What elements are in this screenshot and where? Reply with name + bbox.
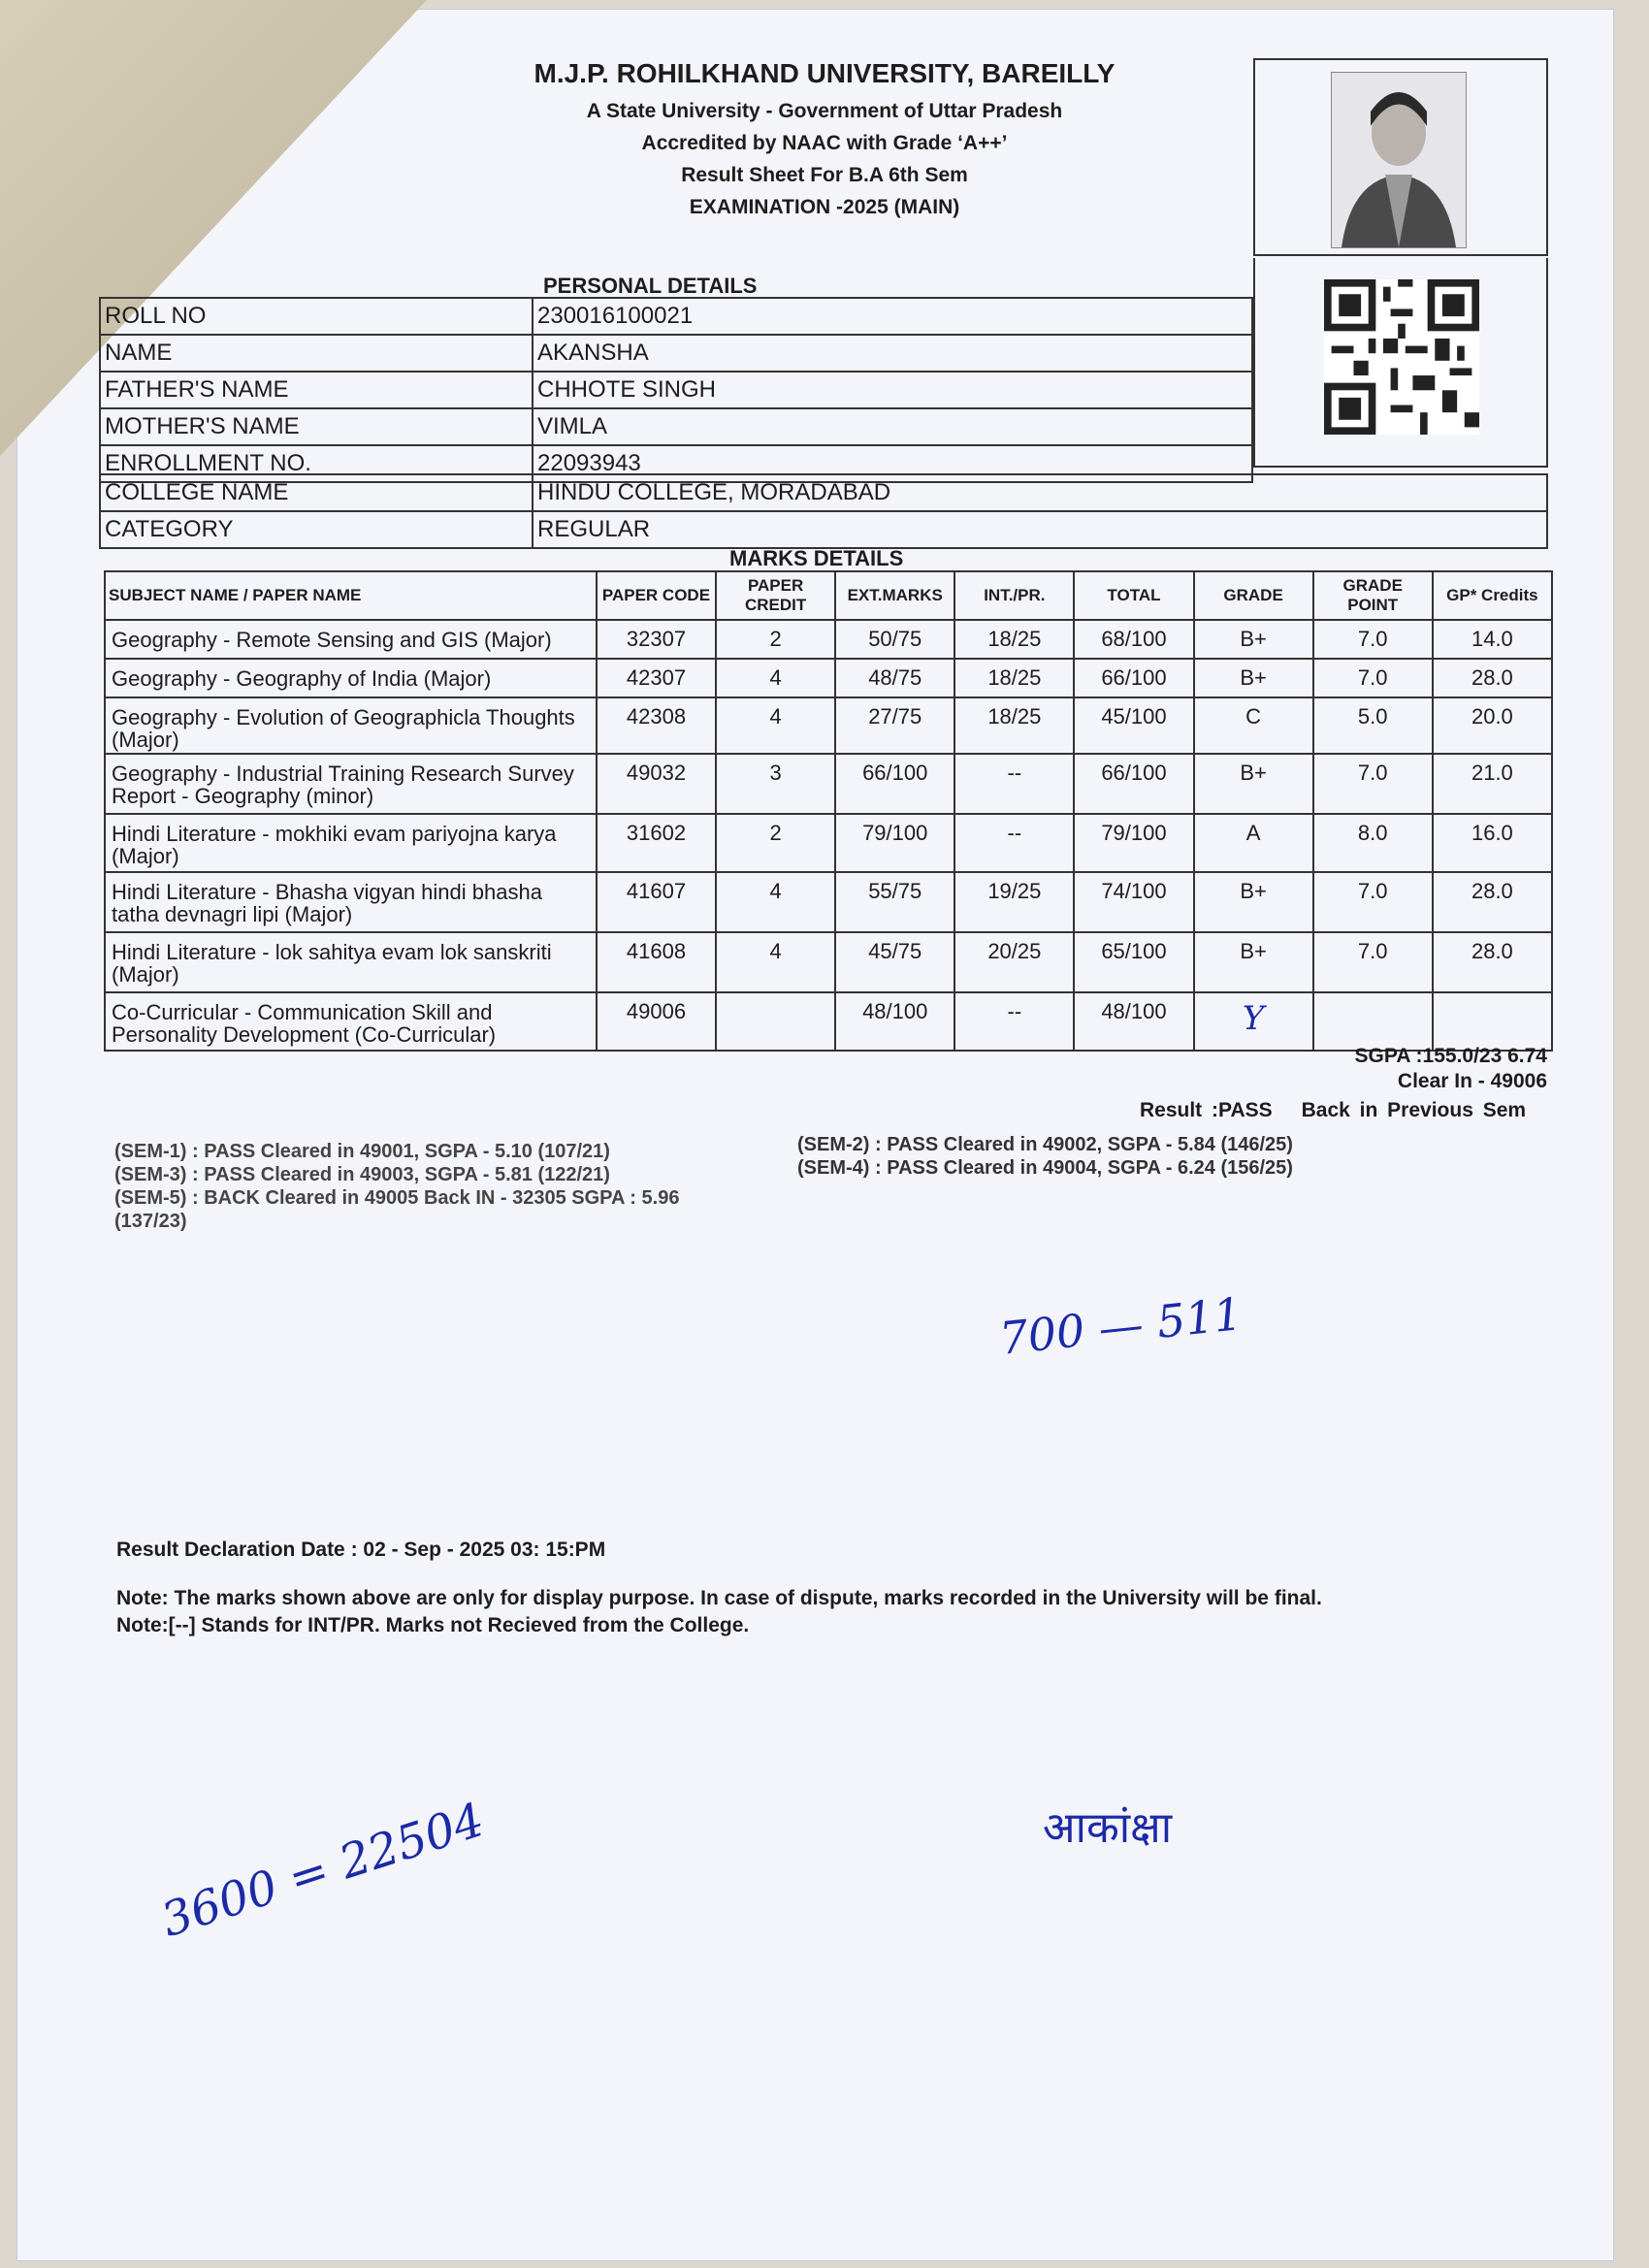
ext-cell: 50/75 bbox=[835, 620, 954, 659]
grade-cell: C bbox=[1194, 697, 1313, 754]
credit-cell: 3 bbox=[716, 754, 835, 814]
field-label: COLLEGE NAME bbox=[100, 474, 533, 511]
ext-cell: 48/75 bbox=[835, 659, 954, 697]
gpc-cell: 28.0 bbox=[1433, 872, 1552, 932]
result-pass: Result :PASS bbox=[1140, 1099, 1273, 1121]
table-row bbox=[100, 298, 1252, 335]
col-total: TOTAL bbox=[1074, 571, 1193, 620]
grade-cell: B+ bbox=[1194, 659, 1313, 697]
code-cell: 49006 bbox=[597, 992, 716, 1051]
subject-cell: Geography - Evolution of Geographicla Thoughts (Major) bbox=[105, 697, 597, 754]
gp-cell: 7.0 bbox=[1313, 754, 1433, 814]
handwritten-calc-2: 3600 = 22504 bbox=[154, 1792, 491, 1949]
int-cell: 20/25 bbox=[954, 932, 1074, 992]
gp-cell: 5.0 bbox=[1313, 697, 1433, 754]
credit-cell: 4 bbox=[716, 659, 835, 697]
gp-cell: 7.0 bbox=[1313, 659, 1433, 697]
col-int-pr: INT./PR. bbox=[954, 571, 1074, 620]
code-cell: 41607 bbox=[597, 872, 716, 932]
field-value: HINDU COLLEGE, MORADABAD bbox=[533, 474, 1547, 511]
field-value: AKANSHA bbox=[533, 335, 1252, 372]
marks-details-title: MARKS DETAILS bbox=[729, 546, 904, 570]
field-value: 230016100021 bbox=[533, 298, 1252, 335]
field-label: CATEGORY bbox=[100, 511, 533, 548]
subject-cell: Geography - Geography of India (Major) bbox=[105, 659, 597, 697]
semester-history-right bbox=[797, 1133, 1496, 1180]
code-cell: 32307 bbox=[597, 620, 716, 659]
field-value: VIMLA bbox=[533, 408, 1252, 445]
header-line-3: Accredited by NAAC with Grade ‘A++’ bbox=[641, 132, 1008, 154]
table-header-row bbox=[105, 571, 1552, 620]
col-paper-code: PAPER CODE bbox=[597, 571, 716, 620]
subject-cell: Co-Curricular - Communication Skill and Personality Development (Co-Curricular) bbox=[105, 992, 597, 1051]
sgpa-value: SGPA :155.0/23 6.74 bbox=[1354, 1045, 1547, 1067]
table-row bbox=[105, 872, 1552, 932]
note-1: Note: The marks shown above are only for display purpose. In case of dispute, marks recorded in the University will be final. bbox=[116, 1587, 1322, 1609]
sgpa-summary bbox=[1355, 1044, 1547, 1094]
ext-cell: 48/100 bbox=[835, 992, 954, 1051]
student-photo bbox=[1331, 72, 1467, 248]
note-2: Note:[--] Stands for INT/PR. Marks not Recieved from the College. bbox=[116, 1614, 750, 1636]
personal-details-table-wide bbox=[99, 473, 1548, 549]
gp-cell: 7.0 bbox=[1313, 932, 1433, 992]
ext-cell: 45/75 bbox=[835, 932, 954, 992]
col-grade: GRADE bbox=[1194, 571, 1313, 620]
code-cell: 42308 bbox=[597, 697, 716, 754]
total-cell: 74/100 bbox=[1074, 872, 1193, 932]
grade-cell: B+ bbox=[1194, 872, 1313, 932]
int-cell: 19/25 bbox=[954, 872, 1074, 932]
notes bbox=[116, 1585, 1322, 1639]
sem-1: (SEM-1) : PASS Cleared in 49001, SGPA - 5.10 (107/21) bbox=[114, 1141, 610, 1162]
gpc-cell: 14.0 bbox=[1433, 620, 1552, 659]
credit-cell: 4 bbox=[716, 872, 835, 932]
table-row bbox=[105, 754, 1552, 814]
total-cell: 65/100 bbox=[1074, 932, 1193, 992]
col-grade-point: GRADE POINT bbox=[1313, 571, 1433, 620]
code-cell: 31602 bbox=[597, 814, 716, 872]
ext-cell: 27/75 bbox=[835, 697, 954, 754]
field-label: FATHER'S NAME bbox=[100, 372, 533, 408]
col-subject: SUBJECT NAME / PAPER NAME bbox=[105, 571, 597, 620]
personal-details-title: PERSONAL DETAILS bbox=[543, 274, 758, 298]
marks-table bbox=[104, 570, 1553, 1052]
gp-cell: 8.0 bbox=[1313, 814, 1433, 872]
credit-cell: 2 bbox=[716, 814, 835, 872]
field-value: CHHOTE SINGH bbox=[533, 372, 1252, 408]
semester-history-left bbox=[114, 1140, 755, 1233]
grade-cell: B+ bbox=[1194, 754, 1313, 814]
field-label: ENROLLMENT NO. bbox=[100, 445, 533, 482]
int-cell: -- bbox=[954, 814, 1074, 872]
gpc-cell: 16.0 bbox=[1433, 814, 1552, 872]
total-cell: 66/100 bbox=[1074, 754, 1193, 814]
table-row bbox=[100, 474, 1547, 511]
code-cell: 41608 bbox=[597, 932, 716, 992]
subject-cell: Hindi Literature - mokhiki evam pariyojna karya (Major) bbox=[105, 814, 597, 872]
result-declaration-date: Result Declaration Date : 02 - Sep - 2025 03: 15:PM bbox=[116, 1539, 606, 1561]
gp-cell: 7.0 bbox=[1313, 620, 1433, 659]
table-row bbox=[105, 932, 1552, 992]
field-label: MOTHER'S NAME bbox=[100, 408, 533, 445]
result-status bbox=[1140, 1099, 1526, 1122]
header-line-2: A State University - Government of Uttar Pradesh bbox=[586, 100, 1063, 122]
header bbox=[398, 58, 1251, 223]
total-cell: 66/100 bbox=[1074, 659, 1193, 697]
credit-cell: 4 bbox=[716, 932, 835, 992]
table-row bbox=[100, 372, 1252, 408]
int-cell: 18/25 bbox=[954, 697, 1074, 754]
sem-4: (SEM-4) : PASS Cleared in 49004, SGPA - 6.24 (156/25) bbox=[797, 1157, 1293, 1179]
qr-code bbox=[1324, 279, 1479, 435]
col-paper-credit: PAPER CREDIT bbox=[716, 571, 835, 620]
field-label: NAME bbox=[100, 335, 533, 372]
total-cell: 48/100 bbox=[1074, 992, 1193, 1051]
personal-details-table bbox=[99, 297, 1253, 483]
back-in-previous-sem: Back in Previous Sem bbox=[1301, 1099, 1527, 1121]
field-label: ROLL NO bbox=[100, 298, 533, 335]
ext-cell: 79/100 bbox=[835, 814, 954, 872]
table-row bbox=[100, 335, 1252, 372]
int-cell: 18/25 bbox=[954, 620, 1074, 659]
ext-cell: 66/100 bbox=[835, 754, 954, 814]
sem-3: (SEM-3) : PASS Cleared in 49003, SGPA - 5.81 (122/21) bbox=[114, 1164, 610, 1185]
subject-cell: Hindi Literature - lok sahitya evam lok sanskriti (Major) bbox=[105, 932, 597, 992]
table-row bbox=[100, 408, 1252, 445]
table-row bbox=[100, 511, 1547, 548]
header-line-5: EXAMINATION -2025 (MAIN) bbox=[689, 196, 960, 218]
grade-cell: A bbox=[1194, 814, 1313, 872]
sem-2: (SEM-2) : PASS Cleared in 49002, SGPA - 5.84 (146/25) bbox=[797, 1134, 1293, 1155]
grade-cell: B+ bbox=[1194, 620, 1313, 659]
gpc-cell: 20.0 bbox=[1433, 697, 1552, 754]
credit-cell: 4 bbox=[716, 697, 835, 754]
total-cell: 79/100 bbox=[1074, 814, 1193, 872]
code-cell: 42307 bbox=[597, 659, 716, 697]
subject-cell: Geography - Remote Sensing and GIS (Major) bbox=[105, 620, 597, 659]
subject-cell: Hindi Literature - Bhasha vigyan hindi bhasha tatha devnagri lipi (Major) bbox=[105, 872, 597, 932]
gpc-cell: 28.0 bbox=[1433, 659, 1552, 697]
total-cell: 68/100 bbox=[1074, 620, 1193, 659]
col-gp-credits: GP* Credits bbox=[1433, 571, 1552, 620]
gp-cell: 7.0 bbox=[1313, 872, 1433, 932]
field-value: REGULAR bbox=[533, 511, 1547, 548]
gp-cell bbox=[1313, 992, 1433, 1051]
subject-cell: Geography - Industrial Training Research Survey Report - Geography (minor) bbox=[105, 754, 597, 814]
table-row bbox=[105, 814, 1552, 872]
table-row bbox=[105, 697, 1552, 754]
total-cell: 45/100 bbox=[1074, 697, 1193, 754]
grade-cell: Y bbox=[1194, 992, 1313, 1051]
int-cell: 18/25 bbox=[954, 659, 1074, 697]
university-name: M.J.P. ROHILKHAND UNIVERSITY, BAREILLY bbox=[534, 58, 1116, 88]
gpc-cell bbox=[1433, 992, 1552, 1051]
ext-cell: 55/75 bbox=[835, 872, 954, 932]
table-row bbox=[105, 992, 1552, 1051]
handwritten-signature: आकांक्षा bbox=[1043, 1803, 1173, 1853]
field-value: 22093943 bbox=[533, 445, 1252, 482]
handwritten-calc-1: 700 — 511 bbox=[996, 1287, 1245, 1365]
gpc-cell: 21.0 bbox=[1433, 754, 1552, 814]
credit-cell bbox=[716, 992, 835, 1051]
col-ext-marks: EXT.MARKS bbox=[835, 571, 954, 620]
grade-cell: B+ bbox=[1194, 932, 1313, 992]
table-row bbox=[105, 620, 1552, 659]
table-row bbox=[105, 659, 1552, 697]
int-cell: -- bbox=[954, 754, 1074, 814]
gpc-cell: 28.0 bbox=[1433, 932, 1552, 992]
int-cell: -- bbox=[954, 992, 1074, 1051]
clear-in: Clear In - 49006 bbox=[1397, 1070, 1547, 1092]
credit-cell: 2 bbox=[716, 620, 835, 659]
code-cell: 49032 bbox=[597, 754, 716, 814]
sem-5: (SEM-5) : BACK Cleared in 49005 Back IN - 32305 SGPA : 5.96 (137/23) bbox=[114, 1187, 680, 1232]
header-line-4: Result Sheet For B.A 6th Sem bbox=[681, 164, 968, 186]
